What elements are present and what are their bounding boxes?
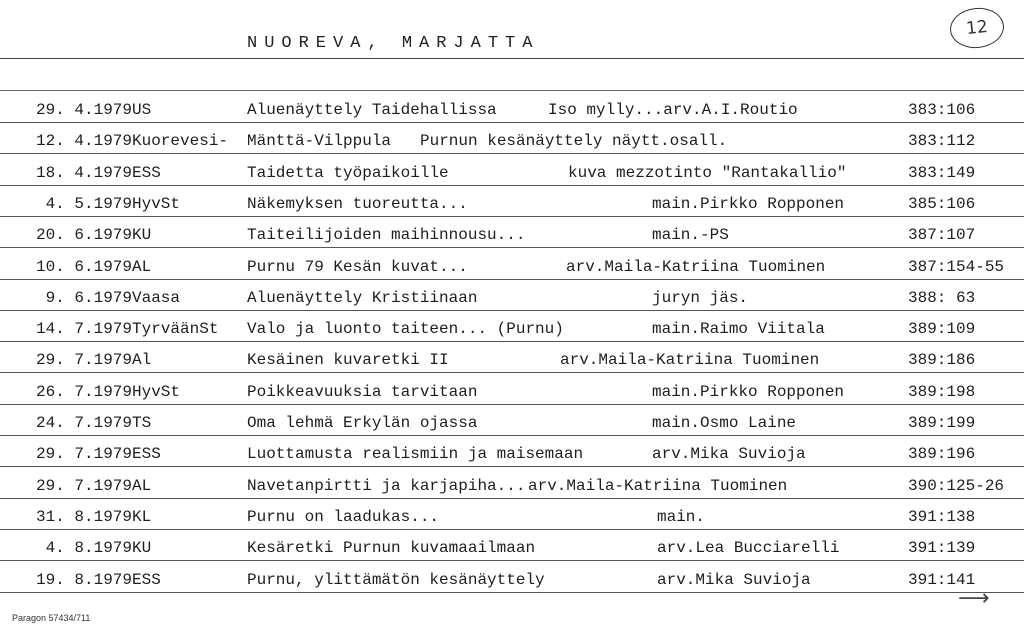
entry-date: 9. 6.1979: [45, 289, 132, 307]
entry-title: Aluenäyttely Kristiinaan: [247, 289, 478, 307]
entry-title: Purnu 79 Kesän kuvat...: [247, 258, 468, 276]
entry-title: Kesäinen kuvaretki II: [247, 351, 449, 369]
entry-date: 29. 4.1979: [35, 101, 132, 119]
entry-title: Purnu, ylittämätön kesänäyttely: [247, 571, 545, 589]
table-row: [0, 498, 1024, 530]
entry-reference: 390:125-26: [908, 477, 1005, 495]
entry-source: ESS: [132, 571, 161, 589]
table-row: [0, 435, 1024, 467]
entry-reference: 389:186: [908, 351, 976, 369]
entry-note: arv.Maila-Katriina Tuominen: [560, 351, 820, 369]
entry-title: Aluenäyttely Taidehallissa: [247, 101, 497, 119]
entry-title: Valo ja luonto taiteen... (Purnu): [247, 320, 564, 338]
entry-note: main.-PS: [652, 226, 729, 244]
entry-note: main.Pirkko Ropponen: [652, 383, 845, 401]
entry-date: 20. 6.1979: [35, 226, 132, 244]
entry-reference: 389:199: [908, 414, 976, 432]
entry-note: kuva mezzotinto "Rantakallio": [568, 164, 847, 182]
entry-note: arv.Maila-Katriina Tuominen: [566, 258, 826, 276]
entry-note: main.Pirkko Ropponen: [652, 195, 845, 213]
entry-note: juryn jäs.: [652, 289, 749, 307]
table-row: [0, 373, 1024, 405]
entry-date: 24. 7.1979: [35, 414, 132, 432]
table-row: [0, 561, 1024, 593]
table-row: [0, 341, 1024, 373]
entry-note: arv.Mika Suvioja: [652, 445, 806, 463]
page-number-circle: 12: [948, 5, 1006, 50]
entry-title: Luottamusta realismiin ja maisemaan: [247, 445, 584, 463]
entry-date: 18. 4.1979: [35, 164, 132, 182]
entry-source: HyvSt: [132, 195, 181, 213]
printer-mark: Paragon 57434/711: [12, 613, 91, 623]
entry-reference: 383:106: [908, 101, 976, 119]
table-row: [0, 279, 1024, 311]
entry-reference: 389:198: [908, 383, 976, 401]
entry-title: Purnu on laadukas...: [247, 508, 440, 526]
entry-date: 19. 8.1979: [35, 571, 132, 589]
entry-source: KU: [132, 539, 152, 557]
table-row: [0, 467, 1024, 499]
table-row: [0, 529, 1024, 561]
entry-title: Mänttä-Vilppula: [247, 132, 392, 150]
entry-reference: 383:149: [908, 164, 976, 182]
entry-date: 29. 7.1979: [35, 351, 132, 369]
table-row: [0, 248, 1024, 280]
entry-title: Oma lehmä Erkylän ojassa: [247, 414, 478, 432]
entry-date: 4. 8.1979: [45, 539, 132, 557]
entry-title: Poikkeavuuksia tarvitaan: [247, 383, 478, 401]
table-row: [0, 310, 1024, 342]
entry-note: arv.Maila-Katriina Tuominen: [528, 477, 788, 495]
entry-source: AL: [132, 258, 152, 276]
entry-source: AL: [132, 477, 152, 495]
entry-reference: 391:138: [908, 508, 976, 526]
entry-source: Vaasa: [132, 289, 181, 307]
entry-note: main.Osmo Laine: [652, 414, 797, 432]
entry-source: ESS: [132, 445, 161, 463]
entry-reference: 389:109: [908, 320, 976, 338]
entry-date: 10. 6.1979: [35, 258, 132, 276]
entry-source: Al: [132, 351, 152, 369]
entry-reference: 387:154-55: [908, 258, 1005, 276]
entry-date: 4. 5.1979: [45, 195, 132, 213]
entry-source: ESS: [132, 164, 161, 182]
card-name-heading: NUOREVA, MARJATTA: [247, 34, 540, 53]
entry-note: arv.Mika Suvioja: [657, 571, 811, 589]
entry-source: TyrväänSt: [132, 320, 219, 338]
table-row: [0, 216, 1024, 248]
entry-date: 29. 7.1979: [35, 477, 132, 495]
entry-reference: 391:139: [908, 539, 976, 557]
entry-title: Näkemyksen tuoreutta...: [247, 195, 468, 213]
table-row: [0, 91, 1024, 123]
entry-title: Kesäretki Purnun kuvamaailmaan: [247, 539, 536, 557]
table-row: [0, 122, 1024, 154]
entry-date: 12. 4.1979: [35, 132, 132, 150]
entry-source: Kuorevesi-: [132, 132, 229, 150]
continue-arrow-icon: ⟶: [958, 586, 990, 611]
entry-date: 29. 7.1979: [35, 445, 132, 463]
entry-reference: 383:112: [908, 132, 976, 150]
entry-reference: 391:141: [908, 571, 976, 589]
entry-note: main.: [657, 508, 706, 526]
entry-source: KL: [132, 508, 152, 526]
entry-reference: 385:106: [908, 195, 976, 213]
entry-reference: 389:196: [908, 445, 976, 463]
entry-note: arv.Lea Bucciarelli: [657, 539, 840, 557]
entry-source: HyvSt: [132, 383, 181, 401]
entry-date: 31. 8.1979: [35, 508, 132, 526]
entry-title: Taiteilijoiden maihinnousu...: [247, 226, 526, 244]
entry-source: US: [132, 101, 152, 119]
table-row: [0, 404, 1024, 436]
entry-note: Iso mylly...arv.A.I.Routio: [548, 101, 798, 119]
entry-title: Navetanpirtti ja karjapiha...: [247, 477, 526, 495]
entry-reference: 387:107: [908, 226, 976, 244]
entry-note: main.Raimo Viitala: [652, 320, 825, 338]
entry-title: Taidetta työpaikoille: [247, 164, 449, 182]
entry-reference: 388: 63: [908, 289, 976, 307]
table-row: [0, 185, 1024, 217]
header-rule: [0, 58, 1024, 59]
entry-date: 14. 7.1979: [35, 320, 132, 338]
entry-source: KU: [132, 226, 152, 244]
entry-note: Purnun kesänäyttely näytt.osall.: [420, 132, 728, 150]
entry-source: TS: [132, 414, 152, 432]
table-row: [0, 154, 1024, 186]
entry-date: 26. 7.1979: [35, 383, 132, 401]
